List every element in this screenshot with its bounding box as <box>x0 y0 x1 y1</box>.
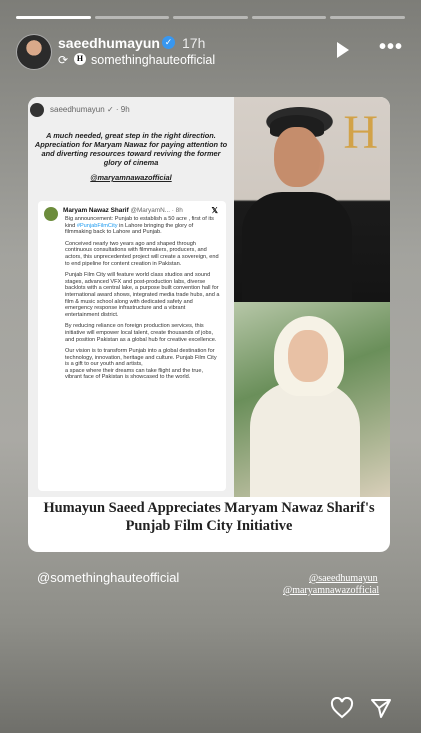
story-time: 17h <box>182 35 206 51</box>
embedded-avatar <box>30 103 44 117</box>
verified-badge-icon: ✓ <box>162 36 175 49</box>
source-account-link[interactable]: somethinghauteofficial <box>91 53 216 67</box>
embedded-caption: A much needed, great step in the right direction. Appreciation for Maryam Nawaz for paying attention to and diverting resources toward reviving the former glory of cinema @maryamnawazofficial <box>32 131 230 182</box>
photo-maryam-nawaz <box>234 302 390 497</box>
caption-mention: @maryamnawazofficial <box>90 173 172 182</box>
post-headline: Humayun Saeed Appreciates Maryam Nawaz Sharif's Punjab Film City Initiative <box>43 500 375 534</box>
brand-logo: H <box>343 106 378 159</box>
heart-icon[interactable] <box>330 697 354 719</box>
tweet-author: Maryam Nawaz Sharif @MaryamN... · 8h <box>63 207 183 214</box>
progress-segment <box>330 16 405 19</box>
more-options-icon[interactable]: ••• <box>378 36 403 58</box>
progress-segment <box>95 16 170 19</box>
story-username[interactable]: saeedhumayun <box>58 35 160 51</box>
progress-segment <box>16 16 91 19</box>
photo-figure <box>288 330 328 382</box>
story-progress-bar <box>16 16 405 19</box>
progress-segment <box>252 16 327 19</box>
x-logo-icon: 𝕏 <box>211 206 218 215</box>
story-header <box>16 32 405 72</box>
tweet-avatar <box>44 207 58 221</box>
repost-icon: ⟳ <box>58 53 69 67</box>
shared-post-card[interactable] <box>28 97 390 552</box>
source-account-logo: H <box>74 53 86 65</box>
mention-tag[interactable]: @maryamnawazofficial <box>283 585 380 596</box>
embedded-tweet <box>38 201 226 491</box>
send-icon[interactable] <box>370 697 392 719</box>
embedded-username: saeedhumayun ✓ · 9h <box>50 105 130 114</box>
photo-figure <box>242 192 352 302</box>
post-screenshot <box>28 97 234 497</box>
mention-sticker[interactable]: @somethinghauteofficial <box>37 570 180 585</box>
avatar[interactable] <box>16 34 52 70</box>
photo-figure <box>274 127 320 187</box>
photo-humayun-saeed <box>234 97 390 302</box>
photo-figure <box>250 382 360 497</box>
tweet-body: Big announcement: Punjab to establish a 50 acre , first of its kind #PunjabFilmCity in Lahore bringing the glory of filmmaking back to Lahore and Punjab. Conceived nearly two years ago and shaped through continuous consultations with filmmakers, producers, and actors, this unprecedented project will create a sovereign, end to end pipeline for content creation in Pakistan. Punjab Film City will feature world class studios and sound stages, advanced VFX and post-production labs, diverse backlots with a central lake, a purpose built convention hall for international award shows, integrated media trade hubs, and a film & music school along with dedicated safety and emergency response infrastructure and a vibrant entertainment district. By reducing reliance on foreign production services, this initiative will empower local talent, create thousands of jobs, and position Pakistan as a global hub for creative excellence. Our vision is to transform Punjab into a global destination for technology, innovation, heritage and culture. Punjab Film City is a gift to our youth and artists, a space where their dreams can take flight and the true, vibrant face of Pakistan is showcased to the world. <box>65 216 220 381</box>
progress-segment <box>173 16 248 19</box>
mention-tag[interactable]: @saeedhumayun <box>309 573 378 584</box>
play-icon[interactable] <box>337 42 349 58</box>
